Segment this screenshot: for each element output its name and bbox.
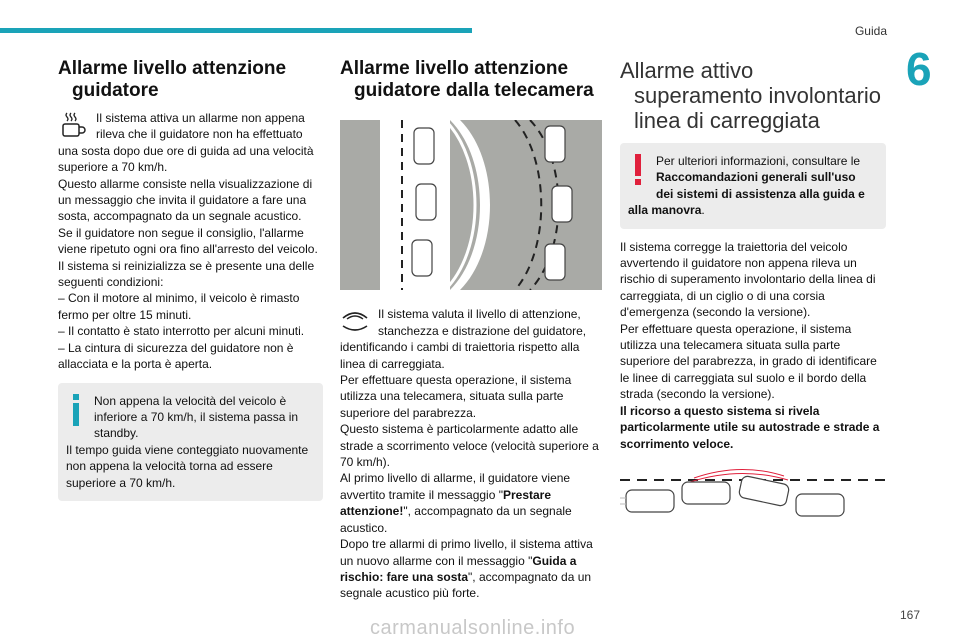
header-accent-bar: [0, 28, 472, 33]
text-line: Al primo livello di allarme, il guidatore viene avvertito tramite il messaggio "Prestare attenzione!", accompagnato da un segnale acustico.: [340, 471, 572, 535]
coffee-cup-icon: [58, 110, 88, 140]
section-title: [58, 58, 323, 102]
info-text: Il tempo guida viene conteggiato nuovamente non appena la velocità torna ad essere superiore a 70 km/h.: [66, 442, 309, 490]
text-line: Questo sistema è particolarmente adatto alle strade a scorrimento veloce (velocità superiore a 70 km/h).: [340, 422, 599, 470]
text-line: Per effettuare questa operazione, il sistema utilizza una telecamera situata sulla parte superiore del parabrezza, in grado di identificare le linee di carreggiata sul suolo e il bordo della strada (secondo la versione).: [620, 321, 877, 402]
text-line: Il sistema si reinizializza se è presente una delle seguenti condizioni:: [58, 258, 315, 290]
title-line: Allarme attivo: [620, 58, 754, 83]
text-line: Il sistema attiva un allarme non appena rileva che il guidatore non ha effettuato una sosta dopo due ore di guida ad una velocità superiore a 70 km/h.: [58, 111, 314, 175]
title-line: guidatore dalla telecamera: [354, 80, 594, 101]
road-lane-drift-illustration: [340, 120, 602, 290]
message-text: Prestare attenzione!: [340, 487, 552, 519]
list-item: – Il contatto è stato interrotto per alcuni minuti.: [58, 324, 305, 339]
text-line: Per effettuare questa operazione, il sistema utilizza una telecamera, situata sulla parte superiore del parabrezza.: [340, 373, 572, 420]
section-name: Guida: [854, 24, 887, 38]
title-line: linea di carreggiata: [634, 108, 820, 133]
column-lane-keeping: [620, 58, 886, 538]
text-line: Il sistema corregge la traiettoria del veicolo avvertendo il guidatore non appena rileva un rischio di superamento involontario della linea di carreggiata, di un ciglio o di una corsia d'emergenza (secondo la versione).: [620, 239, 876, 320]
list-item: – La cintura di sicurezza del guidatore non è allacciata e la porta è aperta.: [58, 340, 294, 372]
driver-attention-camera-icon: [340, 306, 370, 336]
lane-correction-illustration: [620, 468, 886, 534]
column-driver-attention: [58, 58, 323, 501]
section-title: [620, 58, 886, 133]
title-line: guidatore: [72, 80, 159, 101]
watermark: carmanualsonline.info: [370, 617, 576, 639]
list-item: – Con il motore al minimo, il veicolo è rimasto fermo per oltre 15 minuti.: [58, 291, 300, 322]
info-icon: [66, 393, 86, 427]
text-line: [620, 403, 886, 452]
warning-text: Per ulteriori informazioni, consultare le Raccomandazioni generali sull'uso dei sistemi di assistenza alla guida e alla manovra.: [628, 154, 865, 218]
column-camera-attention: [340, 58, 602, 602]
chapter-number: 6: [906, 43, 932, 95]
paragraph: [58, 110, 323, 373]
paragraph: [340, 306, 602, 601]
reference-text: Raccomandazioni generali sull'uso dei sistemi di assistenza alla guida e alla manovra: [628, 170, 865, 218]
info-text: Non appena la velocità del veicolo è inferiore a 70 km/h, il sistema passa in standby.: [94, 393, 299, 441]
page-number: 167: [899, 608, 920, 622]
emphasis-text: Il ricorso a questo sistema si rivela particolarmente utile su autostrade e strade a scorrimento veloce.: [620, 403, 880, 451]
text-line: Dopo tre allarmi di primo livello, il sistema attiva un nuovo allarme con il messaggio "Guida a rischio: fare una sosta", accompagnato da un segnale acustico più forte.: [340, 537, 593, 601]
title-line: Allarme livello attenzione: [340, 58, 569, 79]
info-box: [58, 383, 323, 501]
text-line: Se il guidatore non segue il consiglio, l'allarme viene ripetuto ogni ora fino all'arresto del veicolo.: [58, 225, 318, 257]
message-text: Guida a rischio: fare una sosta: [340, 553, 577, 584]
warning-icon: [628, 153, 648, 187]
title-line: superamento involontario: [634, 83, 882, 108]
warning-box: [620, 143, 886, 229]
title-line: Allarme livello attenzione: [58, 58, 287, 79]
text-line: Il sistema valuta il livello di attenzione, stanchezza e distrazione del guidatore, identificando i cambi di traiettoria rispetto alla linea di carreggiata.: [340, 307, 587, 371]
text-line: Questo allarme consiste nella visualizzazione di un messaggio che invita il guidatore a fare una sosta, accompagnato da un segnale acustico.: [58, 176, 313, 224]
section-title: [340, 58, 602, 102]
